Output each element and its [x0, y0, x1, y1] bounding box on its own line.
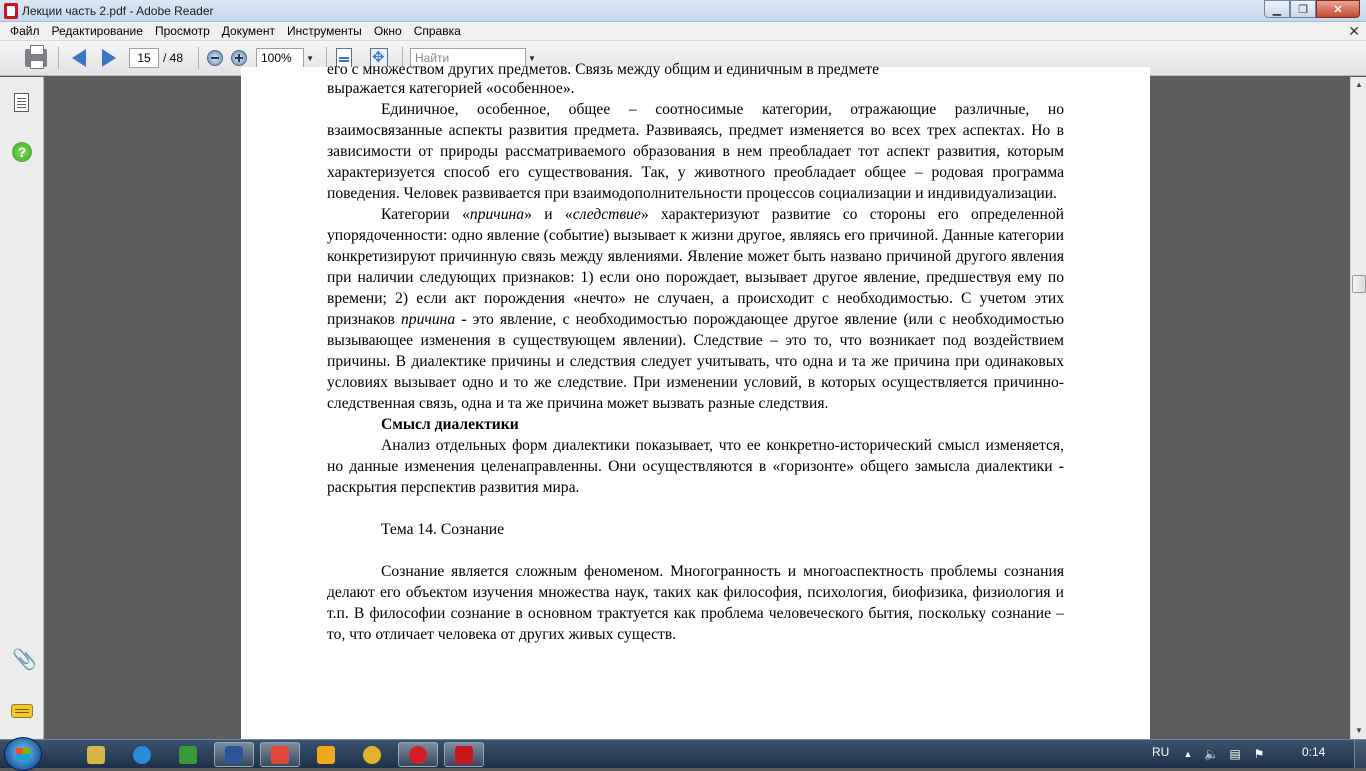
zoom-select[interactable] [256, 47, 314, 69]
toolbar-separator [58, 47, 59, 69]
cut-line [327, 61, 1064, 78]
close-document-button[interactable]: ✕ [1348, 23, 1360, 39]
taskbar-explorer[interactable] [76, 742, 116, 767]
chrome-icon [363, 746, 381, 764]
cut-line-text: его с множеством других предметов. Связь между общим и единичным в предмете [327, 61, 879, 78]
start-button[interactable] [4, 737, 42, 771]
word-icon [225, 746, 243, 764]
menu-bar [0, 22, 1366, 41]
section-heading: Смысл диалектики [381, 416, 519, 433]
foxit-icon [271, 746, 289, 764]
taskbar-foxit[interactable] [260, 742, 300, 767]
taskbar-internet-explorer[interactable] [122, 742, 162, 767]
close-button[interactable]: ✕ [1316, 0, 1360, 18]
taskbar [0, 739, 1366, 768]
menu-tools[interactable]: Инструменты [286, 24, 362, 38]
scroll-down-button[interactable]: ▼ [1355, 726, 1363, 735]
menu-document[interactable]: Документ [221, 24, 275, 38]
previous-page-icon [72, 49, 86, 67]
toolbar-separator [198, 47, 199, 69]
menu-file[interactable]: Файл [10, 24, 40, 38]
adobe-reader-icon [455, 746, 473, 764]
vertical-scrollbar[interactable] [1350, 77, 1366, 739]
network-icon[interactable]: ▤ [1229, 747, 1241, 761]
taskbar-media-player[interactable] [306, 742, 346, 767]
show-hidden-icons-button[interactable]: ▲ [1183, 749, 1193, 759]
window-controls [1264, 0, 1360, 18]
taskbar-chrome[interactable] [352, 742, 392, 767]
help-icon[interactable]: ? [12, 142, 32, 162]
print-icon [25, 49, 47, 67]
menu-window[interactable]: Окно [373, 24, 402, 38]
next-page-button[interactable] [98, 47, 120, 69]
menu-view[interactable]: Просмотр [154, 24, 210, 38]
paragraph-end: выражается категорией «особенное». [327, 80, 575, 97]
page-count-text: / 48 [163, 51, 184, 65]
internet-explorer-icon [133, 746, 151, 764]
chevron-down-icon[interactable]: ▼ [528, 53, 536, 63]
taskbar-word[interactable] [214, 742, 254, 767]
zoom-in-icon [231, 50, 247, 66]
show-desktop-button[interactable] [1354, 740, 1366, 768]
scroll-up-button[interactable]: ▲ [1355, 80, 1363, 89]
pages-icon[interactable] [14, 93, 29, 112]
chevron-down-icon: ▼ [306, 53, 314, 63]
page-text [327, 61, 1064, 645]
zoom-out-button[interactable] [206, 47, 224, 69]
scroll-thumb[interactable] [1352, 275, 1366, 293]
next-page-icon [102, 49, 116, 67]
print-button[interactable] [24, 47, 48, 69]
paragraph: Единичное, особенное, общее – соотносимые категории, отражающие различные, но взаимосвязанные аспекты развития предмета. Развиваясь, предмет изменяется во всех трех аспектах. Но в зависимости от природы рассматриваемого образования в нем преобладает тот аспект развития, которым характеризуется способ его существования. Так, у животного преобладает общее – родовая программа поведения. Человек развивается при взаимодополнительности процессов социализации и индивидуализации. [327, 101, 1064, 202]
page-number-input[interactable]: 15 [129, 48, 159, 68]
attachments-icon[interactable]: 📎 [12, 649, 37, 671]
document-area[interactable] [45, 61, 1350, 739]
paragraph-consciousness: Сознание является сложным феноменом. Многогранность и многоаспектность проблемы сознания делают его объектом изучения множества наук, таких как философия, психология, биофизика, физиология и т.п. В философии сознание в основном трактуется как проблема человеческого бытия, поскольку сознание – то, что отличает человека от других живых существ. [327, 563, 1064, 643]
action-center-icon[interactable]: ⚑ [1253, 747, 1265, 761]
taskbar-adobe-reader[interactable] [444, 742, 484, 767]
title-bar [0, 0, 1366, 22]
window-title: Лекции часть 2.pdf - Adobe Reader [22, 4, 214, 18]
minimize-button[interactable]: ▁ [1264, 0, 1290, 18]
comments-icon[interactable] [11, 704, 33, 718]
zoom-out-icon [207, 50, 223, 66]
topic-title: Тема 14. Сознание [381, 521, 505, 538]
zoom-value: 100% [256, 48, 304, 68]
previous-page-button[interactable] [68, 47, 90, 69]
language-indicator[interactable]: RU [1152, 745, 1170, 759]
page-count [163, 47, 193, 69]
search-input[interactable]: Найти [410, 48, 526, 68]
page-number-field-wrap [129, 47, 159, 69]
pdf-page [241, 61, 1150, 757]
opera-icon [409, 746, 427, 764]
paragraph-dialectics: Анализ отдельных форм диалектики показывает, что ее конкретно-исторический смысл изменяется, но данные изменения целенаправленны. Они осуществляются в «горизонте» общего замысла диалектики - раскрытия перспектив развития мира. [327, 437, 1064, 496]
media-app-icon [179, 746, 197, 764]
clock[interactable]: 0:14 [1302, 745, 1326, 759]
adobe-reader-icon [4, 3, 18, 19]
taskbar-media-app[interactable] [168, 742, 208, 767]
folder-icon [87, 746, 105, 764]
paragraph-causation: Категории «причина» и «следствие» характеризуют развитие со стороны его определенной упорядоченности: одно явление (событие) вызывает к жизни другое, являясь его причиной. Данные категории конкретизируют причинную связь между явлениями. Явление может быть названо причиной другого явления при наличии следующих признаков: 1) если оно порождает, вызывает другое явление, предшествуя ему по времени; 2) если акт порождения «нечто» не случаен, а происходит с необходимостью. С учетом этих признаков причина - это явление, с необходимостью порождающее другое явление (или с необходимостью вызывающее изменения в существующем явлении). Следствие – это то, что возникает под воздействием причины. В диалектике причины и следствия следует учитывать, что одна и та же причина при одинаковых условиях вызывает одно и то же следствие. При изменении условий, в которых осуществляется причинно-следственная связь, одна и та же причина может вызвать разные следствия. [327, 206, 1064, 412]
maximize-button[interactable]: ❐ [1290, 0, 1316, 18]
menu-edit[interactable]: Редактирование [51, 24, 143, 38]
volume-icon[interactable]: 🔈 [1204, 747, 1219, 761]
media-player-icon [317, 746, 335, 764]
navigation-panel [0, 77, 44, 739]
taskbar-opera[interactable] [398, 742, 438, 767]
menu-help[interactable]: Справка [413, 24, 461, 38]
zoom-in-button[interactable] [230, 47, 248, 69]
